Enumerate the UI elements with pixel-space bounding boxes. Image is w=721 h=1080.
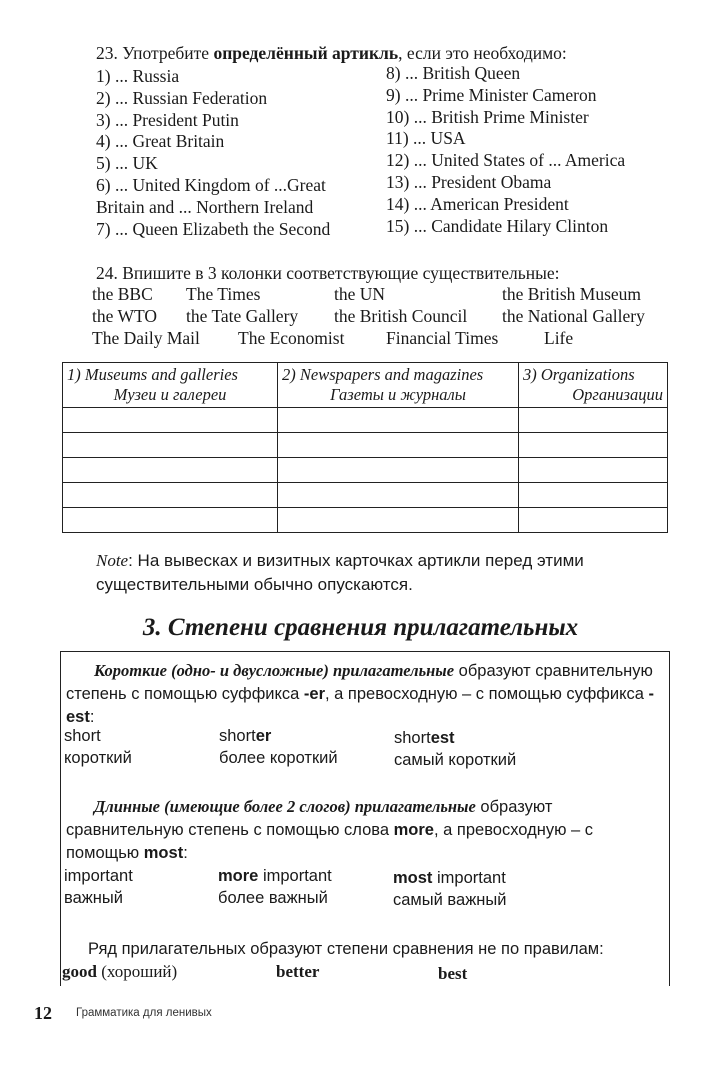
ex23-title-pre: 23. Употребите	[96, 43, 214, 63]
example-better	[276, 962, 319, 982]
note	[96, 549, 666, 597]
example-more-important	[218, 867, 332, 886]
suffix-er: -er	[303, 685, 325, 703]
book-title: Грамматика для ленивых	[76, 1007, 212, 1019]
table-cell[interactable]	[519, 408, 668, 433]
ex23-left-column	[96, 66, 386, 240]
rule-text: , а превосходную – с помощью	[66, 821, 594, 862]
table-cell[interactable]	[519, 433, 668, 458]
table-cell[interactable]	[63, 433, 278, 458]
noun: The Economist	[238, 328, 345, 348]
section-title: 3. Степени сравнения прилагательных	[142, 614, 579, 641]
noun: Life	[544, 328, 574, 348]
example-suffix: est	[430, 729, 455, 747]
table-cell[interactable]	[63, 483, 278, 508]
example-ru: важный	[64, 889, 123, 907]
noun: the UN	[334, 284, 386, 304]
noun: the British Council	[334, 306, 468, 326]
list-item: 3) ... President Putin	[96, 109, 239, 130]
example-best-word: best	[438, 964, 468, 983]
word-most: most	[143, 844, 184, 862]
list-item: 7) ... Queen Elizabeth the Second	[96, 218, 331, 239]
list-item: 5) ... UK	[96, 153, 158, 174]
table-cell[interactable]	[519, 483, 668, 508]
noun: the British Museum	[502, 284, 642, 304]
noun: Financial Times	[386, 328, 499, 348]
table-cell[interactable]	[519, 458, 668, 483]
noun: The Times	[186, 284, 261, 304]
ex24-nouns	[92, 284, 672, 350]
table-cell[interactable]	[278, 483, 519, 508]
table-row	[63, 458, 668, 483]
example-stem: short	[394, 729, 431, 747]
ex23-right-column	[386, 63, 686, 237]
rule-text: , а превосходную – с помощью суффикса	[325, 685, 649, 703]
ex24-table	[62, 362, 668, 533]
header-en: 2) Newspapers and magazines	[282, 365, 484, 384]
example-important: important	[64, 867, 133, 885]
table-header-newspapers	[278, 363, 519, 408]
table-row	[63, 483, 668, 508]
note-text: : На вывесках и визитных карточках артикли перед этими существительными обычно опускаются.	[96, 551, 584, 594]
noun-row	[92, 284, 672, 306]
rule-lead: Короткие (одно- и двусложные) прилагательные	[94, 661, 455, 680]
table-row	[63, 433, 668, 458]
table-header-museums	[63, 363, 278, 408]
example-short: short	[64, 727, 101, 745]
header-en: 1) Museums and galleries	[67, 365, 238, 384]
table-row	[63, 508, 668, 533]
example-most: most	[393, 869, 433, 887]
ex23-title-post: , если это необходимо:	[398, 43, 567, 63]
list-item: 4) ... Great Britain	[96, 131, 225, 152]
table-row	[63, 408, 668, 433]
list-item: 6) ... United Kingdom of ...Great	[96, 174, 326, 195]
list-item: 12) ... United States of ... America	[386, 150, 626, 171]
rule-text: :	[89, 708, 95, 726]
rule-text: :	[183, 844, 188, 862]
list-item: Britain and ... Northern Ireland	[96, 196, 314, 217]
example-stem: short	[219, 727, 256, 745]
list-item: 2) ... Russian Federation	[96, 87, 268, 108]
example-ru: самый короткий	[394, 751, 517, 769]
example-good-translation: (хороший)	[96, 962, 178, 981]
header-ru: Газеты и журналы	[330, 385, 466, 404]
note-label: Note	[96, 551, 129, 570]
noun: the WTO	[92, 306, 157, 326]
example-suffix: er	[255, 727, 272, 745]
example-best	[438, 964, 467, 984]
example-shorter	[219, 727, 271, 746]
word-more: more	[393, 821, 434, 839]
example-ru: более важный	[218, 889, 328, 907]
list-item: 1) ... Russia	[96, 66, 180, 86]
list-item: 15) ... Candidate Hilary Clinton	[386, 215, 609, 236]
suffix-est: -est	[66, 685, 655, 726]
rule-text: образуют сравнительную степень с помощью слова	[66, 798, 553, 839]
header-ru: Организации	[572, 385, 663, 404]
exercise-23-title	[96, 43, 567, 64]
irregular-rule: Ряд прилагательных образуют степени сравнения не по правилам:	[88, 940, 604, 958]
noun: the Tate Gallery	[186, 306, 299, 326]
list-item: 9) ... Prime Minister Cameron	[386, 84, 597, 105]
noun: The Daily Mail	[92, 328, 200, 348]
example-shortest	[394, 729, 455, 748]
table-cell[interactable]	[63, 458, 278, 483]
ex23-title-bold: определённый артикль	[213, 43, 399, 63]
table-cell[interactable]	[63, 508, 278, 533]
example-better-word: better	[276, 962, 320, 981]
list-item: 10) ... British Prime Minister	[386, 106, 589, 127]
table-cell[interactable]	[278, 508, 519, 533]
table-cell[interactable]	[278, 458, 519, 483]
short-adjectives-rule	[66, 659, 662, 729]
noun-row	[92, 306, 672, 328]
noun-row	[92, 328, 672, 350]
header-ru: Музеи и галереи	[113, 385, 227, 404]
example-good-word: good	[62, 962, 97, 981]
list-item: 14) ... American President	[386, 193, 569, 214]
noun: the BBC	[92, 284, 153, 304]
table-cell[interactable]	[63, 408, 278, 433]
example-ru: короткий	[64, 749, 132, 767]
list-item: 8) ... British Queen	[386, 63, 521, 83]
example-good	[62, 962, 177, 982]
rule-text: образуют сравнительную степень с помощью суффикса	[66, 662, 653, 703]
page-number: 12	[34, 1003, 52, 1023]
table-header-row	[63, 363, 668, 408]
example-most-important	[393, 869, 506, 888]
example-more: more	[218, 867, 259, 885]
example-word: important	[258, 867, 332, 885]
table-cell[interactable]	[278, 433, 519, 458]
table-cell[interactable]	[519, 508, 668, 533]
example-ru: более короткий	[219, 749, 338, 767]
long-adjectives-rule	[66, 795, 662, 865]
table-cell[interactable]	[278, 408, 519, 433]
table-header-organizations	[519, 363, 668, 408]
example-ru: самый важный	[393, 891, 507, 909]
list-item: 11) ... USA	[386, 128, 466, 149]
header-en: 3) Organizations	[523, 365, 635, 384]
exercise-24-title: 24. Впишите в 3 колонки соответствующие существительные:	[96, 263, 560, 283]
list-item: 13) ... President Obama	[386, 171, 552, 192]
example-word: important	[432, 869, 506, 887]
rule-lead: Длинные (имеющие более 2 слогов) прилагательные	[94, 797, 476, 816]
noun: the National Gallery	[502, 306, 645, 326]
